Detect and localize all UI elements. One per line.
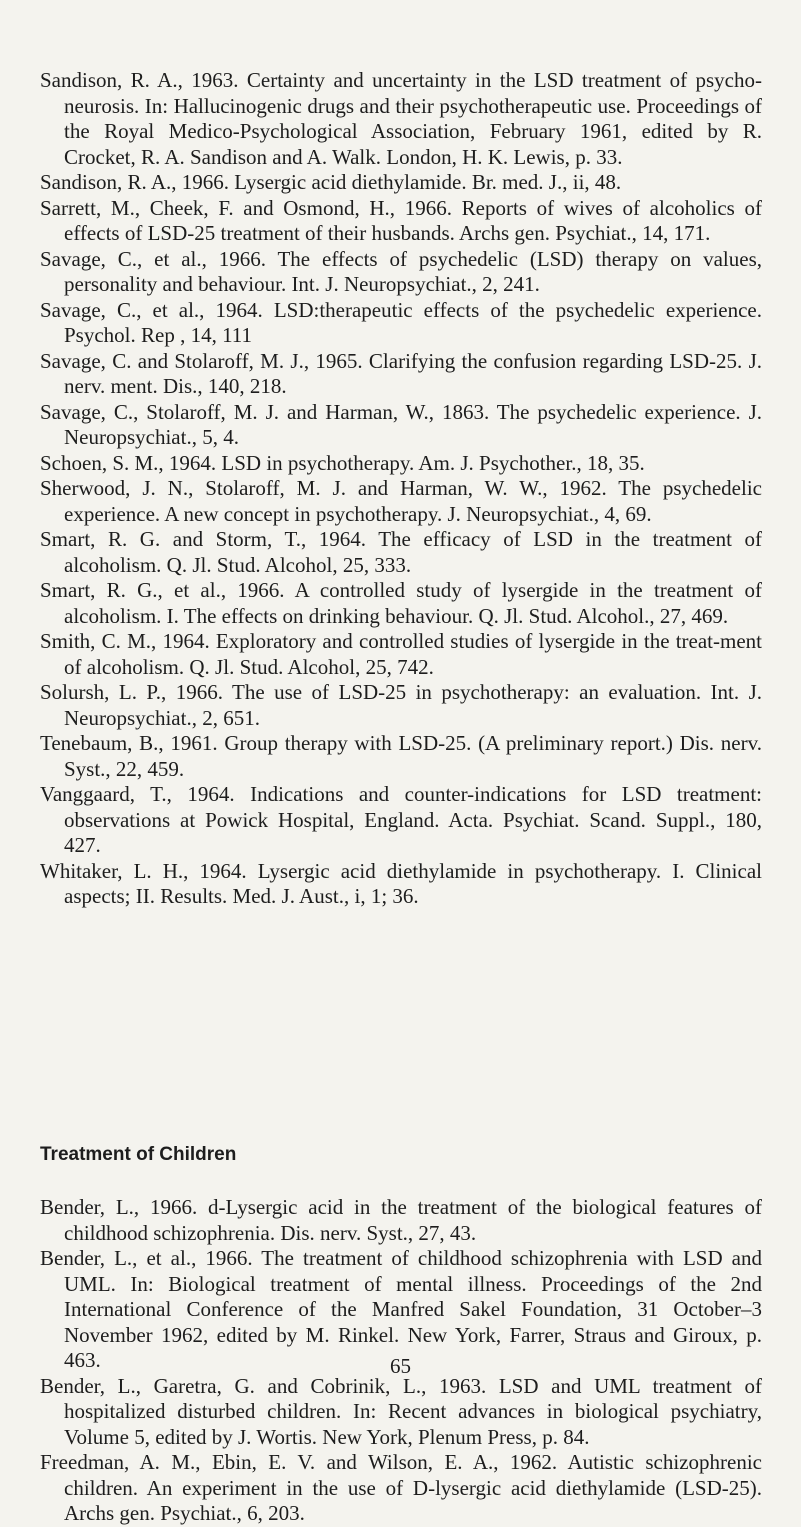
reference-entry: Vanggaard, T., 1964. Indications and counter-indications for LSD treatment: observations at Powick Hospital, England. Acta. Psychiat. Scand. Suppl., 180, 427. bbox=[40, 782, 762, 857]
reference-entry: Savage, C., et al., 1964. LSD:therapeutic effects of the psychedelic experience. Psychol. Rep , 14, 111 bbox=[40, 297, 762, 347]
reference-entry: Savage, C., Stolaroff, M. J. and Harman, W., 1863. The psychedelic experience. J. Neuropsychiat., 5, 4. bbox=[40, 399, 762, 449]
reference-entry: Smith, C. M., 1964. Exploratory and controlled studies of lysergide in the treat-ment of alcoholism. Q. Jl. Stud. Alcohol, 25, 742. bbox=[40, 629, 762, 679]
reference-entry: Smart, R. G. and Storm, T., 1964. The efficacy of LSD in the treatment of alcoholism. Q. Jl. Stud. Alcohol, 25, 333. bbox=[40, 527, 762, 577]
page-number: 65 bbox=[390, 1354, 411, 1378]
reference-list bbox=[40, 68, 762, 910]
reference-entry: Sandison, R. A., 1963. Certainty and uncertainty in the LSD treatment of psycho-neurosis. In: Hallucinogenic drugs and their psychotherapeutic use. Proceedings of the Royal Medico-Psychological Association, February 1961, edited by R. Crocket, R. A. Sandison and A. Walk. London, H. K. Lewis, p. 33. bbox=[40, 68, 762, 169]
reference-entry: Savage, C. and Stolaroff, M. J., 1965. Clarifying the confusion regarding LSD-25. J. nerv. ment. Dis., 140, 218. bbox=[40, 348, 762, 398]
section-header bbox=[40, 1144, 762, 1166]
reference-entry: Sarrett, M., Cheek, F. and Osmond, H., 1966. Reports of wives of alcoholics of effects of LSD-25 treatment of their husbands. Archs gen. Psychiat., 14, 171. bbox=[40, 195, 762, 245]
reference-entry: Schoen, S. M., 1964. LSD in psychotherapy. Am. J. Psychother., 18, 35. bbox=[40, 450, 645, 475]
reference-entry: Whitaker, L. H., 1964. Lysergic acid diethylamide in psychotherapy. I. Clinical aspects; II. Results. Med. J. Aust., i, 1; 36. bbox=[40, 858, 762, 908]
reference-entry: Sherwood, J. N., Stolaroff, M. J. and Harman, W. W., 1962. The psychedelic experience. A new concept in psychotherapy. J. Neuropsychiat., 4, 69. bbox=[40, 476, 762, 526]
section-heading: Treatment of Children bbox=[40, 1144, 237, 1165]
reference-entry: Bender, L., 1966. d-Lysergic acid in the treatment of the biological features of childhood schizophrenia. Dis. nerv. Syst., 27, 43. bbox=[40, 1195, 762, 1245]
reference-entry: Sandison, R. A., 1966. Lysergic acid diethylamide. Br. med. J., ii, 48. bbox=[40, 170, 622, 194]
reference-entry: Smart, R. G., et al., 1966. A controlled study of lysergide in the treatment of alcoholism. I. The effects on drinking behaviour. Q. Jl. Stud. Alcohol., 27, 469. bbox=[40, 578, 762, 628]
reference-entry: Bender, L., et al., 1966. The treatment of childhood schizophrenia with LSD and UML. In: Biological treatment of mental illness. Proceedings of the 2nd International Conference of the Manfred Sakel Foundation, 31 October–3 November 1962, edited by M. Rinkel. New York, Farrer, Straus and Giroux, p. 463. bbox=[40, 1246, 762, 1372]
reference-entry: Tenebaum, B., 1961. Group therapy with LSD-25. (A preliminary report.) Dis. nerv. Syst., 22, 459. bbox=[40, 731, 762, 781]
reference-entry: Bender, L., Garetra, G. and Cobrinik, L., 1963. LSD and UML treatment of hospitalized disturbed children. In: Recent advances in biological psychiatry, Volume 5, edited by J. Wortis. New York, Plenum Press, p. 84. bbox=[40, 1373, 762, 1449]
reference-entry: Solursh, L. P., 1966. The use of LSD-25 in psychotherapy: an evaluation. Int. J. Neuropsychiat., 2, 651. bbox=[40, 680, 762, 730]
reference-entry: Savage, C., et al., 1966. The effects of psychedelic (LSD) therapy on values, personality and behaviour. Int. J. Neuropsychiat., 2, 241. bbox=[40, 246, 762, 296]
reference-entry: Freedman, A. M., Ebin, E. V. and Wilson, E. A., 1962. Autistic schizophrenic children. An experiment in the use of D-lysergic acid diethylamide (LSD-25). Archs gen. Psychiat., 6, 203. bbox=[40, 1450, 762, 1525]
